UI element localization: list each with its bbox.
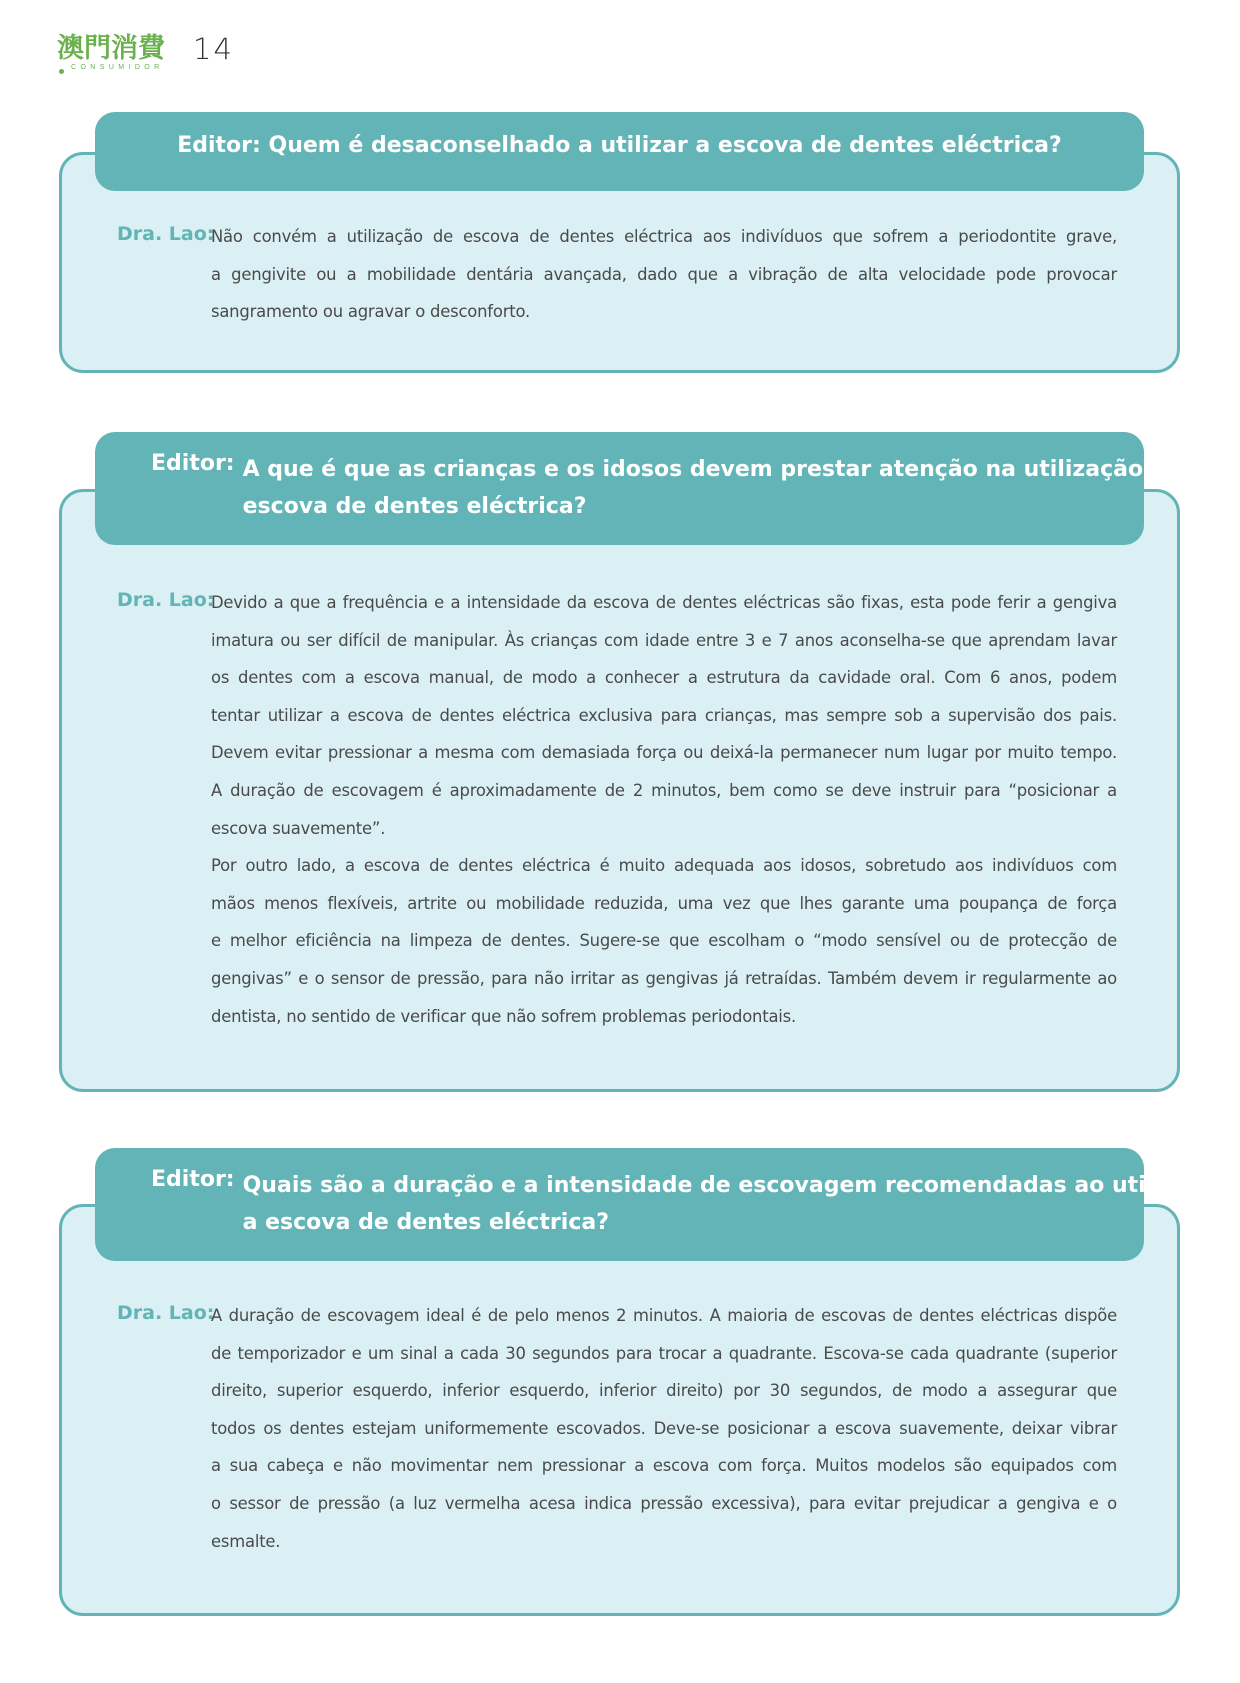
answer-line: todos os dentes estejam uniformemente escovados. Deve-se posicionar a escova suavemente, deixar vibrar (211, 1418, 1117, 1438)
answer-label: Dra. Lao: (117, 1302, 215, 1324)
question-text: Quem é desaconselhado a utilizar a escova de dentes eléctrica? (268, 133, 1062, 158)
answer-line: escova suavemente”. (211, 818, 386, 838)
answer-line: Devido a que a frequência e a intensidade da escova de dentes eléctricas são fixas, esta pode ferir a gengiva (211, 593, 1117, 612)
answer-line: os dentes com a escova manual, de modo a conhecer a estrutura da cavidade oral. Com 6 anos, podem (211, 668, 1117, 688)
answer-line: Não convém a utilização de escova de dentes eléctrica aos indivíduos que sofrem a periodontite grave, (211, 227, 1117, 246)
answer-line: de temporizador e um sinal a cada 30 segundos para trocar a quadrante. Escova-se cada quadrante (superior (211, 1343, 1117, 1363)
question-line: Quais são a duração e a intensidade de escovagem recomendadas ao utilizar (242, 1173, 1200, 1198)
logo-cjk-text: 澳門消費 (57, 33, 165, 64)
answer-line: direito, superior esquerdo, inferior esquerdo, inferior direito) por 30 segundos, de modo a assegurar que (211, 1381, 1117, 1401)
answer-line: dentista, no sentido de verificar que não sofrem problemas periodontais. (211, 1006, 797, 1026)
answer-label: Dra. Lao: (117, 223, 215, 245)
editor-label: Editor: (151, 1167, 235, 1192)
answer-line: A duração de escovagem é aproximadamente de 2 minutos, bem como se deve instruir para “posicionar a (211, 780, 1117, 800)
answer-line: Por outro lado, a escova de dentes eléctrica é muito adequada aos idosos, sobretudo aos indivíduos com (211, 856, 1117, 876)
answer-label: Dra. Lao: (117, 589, 215, 611)
page-number: 14 (193, 32, 234, 66)
answer-line: a gengivite ou a mobilidade dentária avançada, dado que a vibração de alta velocidade pode provocar (211, 264, 1117, 284)
question-bar-3 (95, 1148, 1200, 1261)
answer-line: a sua cabeça e não movimentar nem pressionar a escova com força. Muitos modelos são equipados com (211, 1456, 1117, 1476)
consumidor-logo (57, 34, 177, 78)
question-bar-2 (95, 432, 1182, 545)
answer-line: gengivas” e o sensor de pressão, para não irritar as gengivas já retraídas. Também devem ir regularmente ao (211, 968, 1117, 988)
answer-line: Devem evitar pressionar a mesma com demasiada força ou deixá-la permanecer num lugar por muito tempo. (211, 743, 1117, 763)
question-bar-1 (95, 112, 1144, 191)
answer-line: esmalte. (211, 1531, 281, 1551)
answer-line: mãos menos flexíveis, artrite ou mobilidade reduzida, uma vez que lhes garante uma poupança de força (211, 893, 1117, 913)
answer-line: A duração de escovagem ideal é de pelo menos 2 minutos. A maioria de escovas de dentes eléctricas dispõe (211, 1306, 1117, 1325)
answer-line: imatura ou ser difícil de manipular. Às crianças com idade entre 3 e 7 anos aconselha-se que aprendam lavar (211, 630, 1117, 650)
answer-line: e melhor eficiência na limpeza de dentes. Sugere-se que escolham o “modo sensível ou de protecção de (211, 931, 1117, 951)
answer-line: sangramento ou agravar o desconforto. (211, 302, 531, 322)
editor-label: Editor: (177, 133, 261, 158)
editor-label: Editor: (151, 451, 235, 476)
logo-subtitle: CONSUMIDOR (71, 64, 164, 71)
question-line: a escova de dentes eléctrica? (242, 1210, 609, 1235)
answer-line: tentar utilizar a escova de dentes eléctrica exclusiva para crianças, mas sempre sob a supervisão dos pais. (211, 705, 1117, 725)
question-line: escova de dentes eléctrica? (242, 494, 587, 519)
answer-line: o sessor de pressão (a luz vermelha acesa indica pressão excessiva), para evitar prejudicar a gengiva e o (211, 1493, 1117, 1513)
logo-dot (59, 69, 64, 74)
question-line: A que é que as crianças e os idosos devem prestar atenção na utilização de (242, 457, 1182, 482)
